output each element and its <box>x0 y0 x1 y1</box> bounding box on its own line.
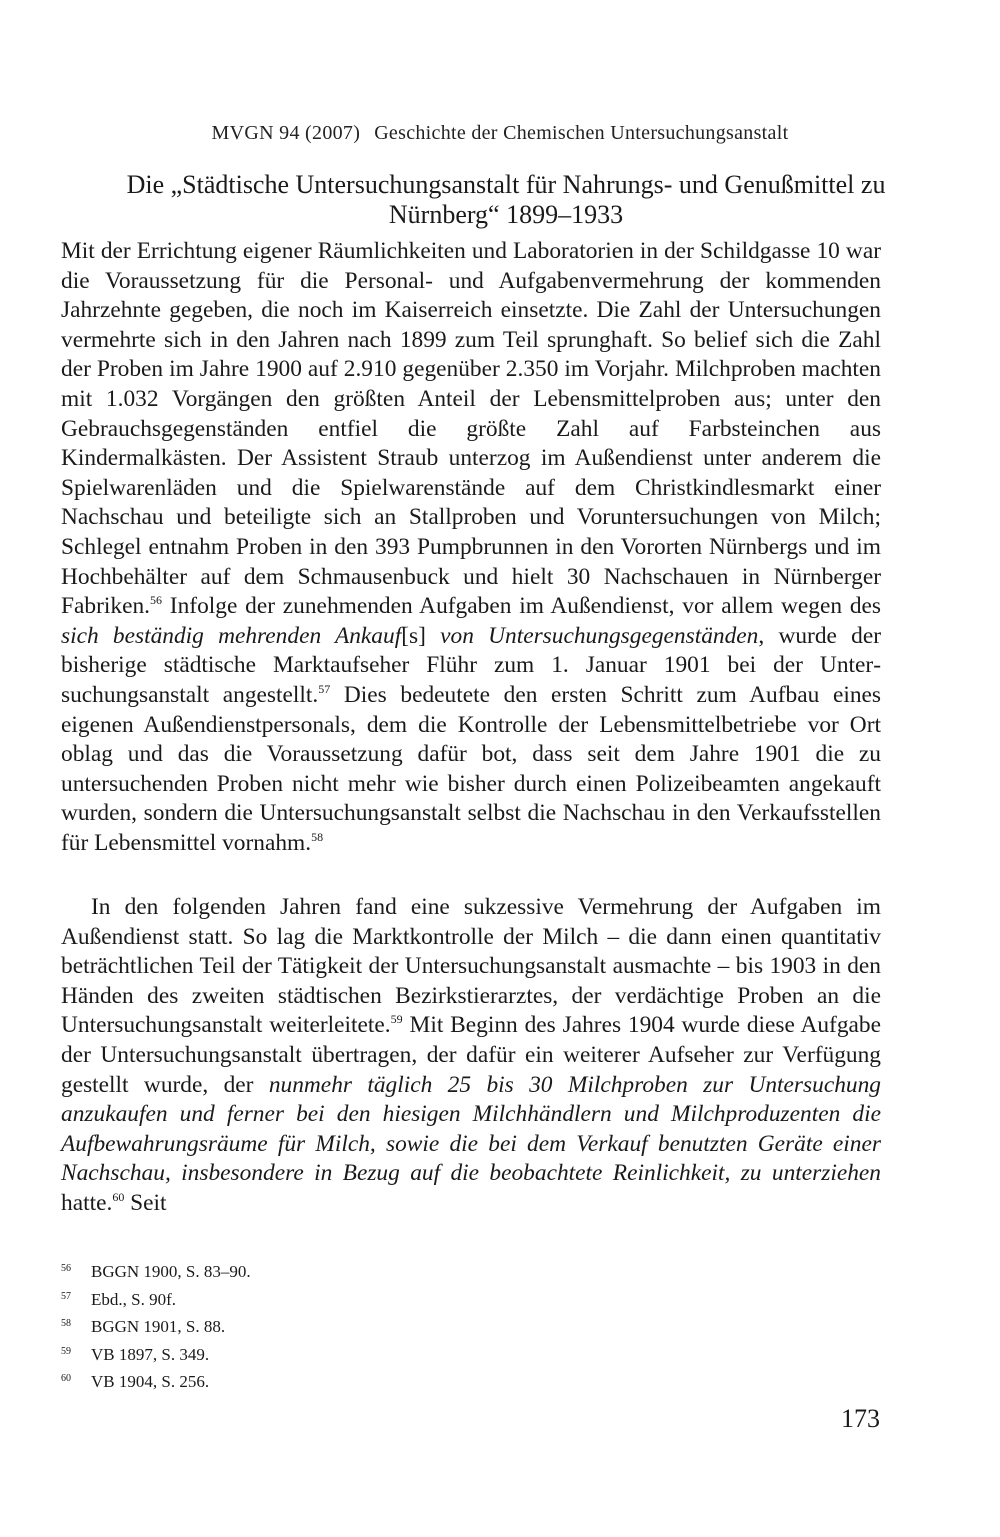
footnote-number: 59 <box>61 1345 71 1357</box>
footnote-text: BGGN 1900, S. 83–90. <box>91 1262 251 1281</box>
footnote-ref-59: 59 <box>390 1012 403 1027</box>
paragraph-1-text-b: Infolge der zunehmenden Aufgaben im Außendienst, vor allem wegen des <box>162 593 881 620</box>
footnote-ref-58: 58 <box>311 829 324 844</box>
paragraph-2-quote: nunmehr täglich 25 bis 30 Milchproben zur Untersuchung anzukaufen und ferner bei den hiesigen Milchhändlern und Milchproduzenten die Aufbewahrungsräume für Milch, sowie die bei dem Verkauf benutzten Geräte einer Nachschau, insbesondere in Bezug auf die beobachtete Reinlichkeit, zu unterziehen <box>61 1071 881 1187</box>
paragraph-1-quote-b: von Untersuchungsgegenständen <box>425 622 759 649</box>
footnote-text: VB 1897, S. 349. <box>91 1344 210 1364</box>
footnote-ref-56: 56 <box>150 593 162 608</box>
footnote <box>61 1340 881 1368</box>
running-head-journal: MVGN 94 (2007) <box>211 122 361 144</box>
paragraph-1-quote-a: sich beständig mehrenden Ankauf <box>61 622 402 649</box>
paragraph-2-text-b: Mit Beginn des Jahres 1904 wurde diese Aufgabe der Untersuchungsanstalt übertragen, der dafür ein weiterer Aufseher zur Verfügung gestellt wurde, der <box>61 1012 881 1098</box>
paragraph-2-text-a: In den folgenden Jahren fand eine sukzessive Vermehrung der Aufgaben im Außendienst statt. So lag die Marktkontrolle der Milch – die dann einen quantitativ beträchtlichen Teil der Tätigkeit der Untersuchungsanstalt ausmachte – bis 1903 in den Händen des zweiten städtischen Bezirkstierarztes, der verdächtige Proben an die Untersuchungsanstalt weiterleitete. <box>61 894 881 1039</box>
footnote-number: 57 <box>61 1290 71 1302</box>
paragraph-1-bracket: [s] <box>401 622 426 649</box>
footnote-number: 56 <box>61 1263 71 1274</box>
footnote <box>61 1312 881 1340</box>
paragraph-2-text-d: Seit <box>124 1189 167 1216</box>
footnote-ref-60: 60 <box>112 1189 125 1204</box>
footnote-ref-57: 57 <box>318 681 331 696</box>
paragraph-1-text-a: Mit der Errichtung eigener Räumlichkeiten und Laboratorien in der Schildgasse 10 war die Voraussetzung für die Personal- und Aufgabenvermehrung der kommenden Jahrzehnte gegeben, die noch im Kaiserreich einsetzte. Die Zahl der Untersuchungen vermehrte sich in den Jahren nach 1899 zum Teil sprunghaft. So belief sich die Zahl der Proben im Jahre 1900 auf 2.910 gegenüber 2.350 im Vorjahr. Milchproben machten mit 1.032 Vorgängen den größten Anteil der Lebensmittelproben aus; unter den Gebrauchsgegenständen entfiel die größte Zahl auf Farbsteinchen aus Kindermalkästen. Der Assistent Straub unterzog im Außendienst unter anderem die Spielwarenläden und die Spielwarenstände auf dem Christkindlesmarkt einer Nachschau und beteiligte sich an Stallproben und Voruntersuchungen von Milch; Schlegel entnahm Proben in den 393 Pumpbrunnen in den Vororten Nürnbergs und im Hochbehälter auf dem Schmausenbuck und hielt 30 Nachschauen in Nürnberger Fabriken. <box>61 238 881 620</box>
paragraph-1-text-c: , wurde der bisherige städtische Marktaufseher Flühr zum 1. Januar 1901 bei der Untersuchungsanstalt angestellt. <box>61 622 881 708</box>
section-title: Die „Städtische Untersuchungsanstalt für Nahrungs- und Genußmittel zu Nürnberg“ 1899–1933 <box>126 170 886 229</box>
footnote <box>61 1257 881 1285</box>
footnote-text: Ebd., S. 90f. <box>91 1289 176 1309</box>
footnote <box>61 1285 881 1313</box>
paragraph-1-text-d: Dies bedeutete den ersten Schritt zum Aufbau eines eigenen Außendienstpersonals, dem die Kontrolle der Lebensmittelbetriebe vor Ort oblag und das die Voraussetzung dafür bot, dass seit dem Jahre 1901 die zu untersuchenden Proben nicht mehr wie bisher durch einen Polizeibeamten angekauft wurden, sondern die Untersuchungsanstalt selbst die Nachschau in den Verkaufsstellen für Lebensmittel vornahm. <box>61 681 882 856</box>
footnote-text: VB 1904, S. 256. <box>91 1372 210 1391</box>
page-number: 173 <box>841 1404 880 1433</box>
footnotes <box>61 1257 881 1395</box>
footnote-number: 58 <box>61 1318 71 1329</box>
body-paragraph-1 <box>61 237 881 858</box>
footnote-number: 60 <box>61 1373 71 1384</box>
footnote <box>61 1367 881 1395</box>
paragraph-2-text-c: hatte. <box>61 1189 113 1216</box>
running-head <box>0 122 1000 145</box>
body-paragraph-2 <box>61 893 881 1219</box>
footnote-text: BGGN 1901, S. 88. <box>91 1317 226 1336</box>
running-head-title: Geschichte der Chemischen Untersuchungsanstalt <box>374 122 789 144</box>
